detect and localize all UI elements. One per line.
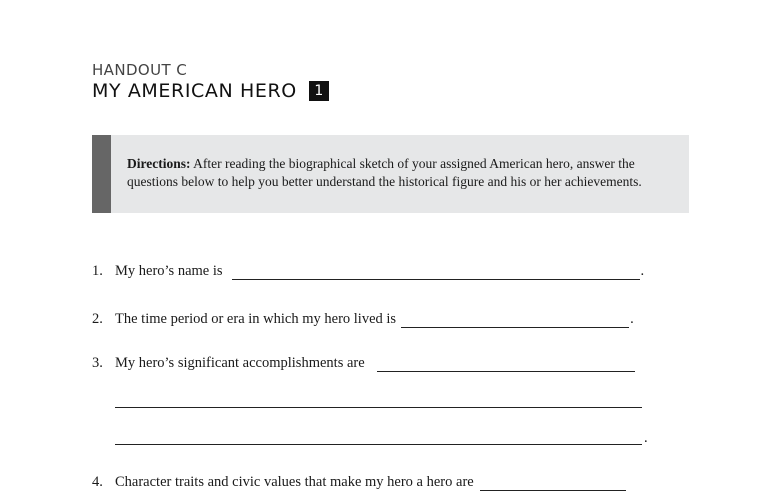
question-1 — [92, 263, 644, 280]
number-badge: 1 — [309, 81, 329, 101]
period: . — [630, 311, 634, 327]
page-title: MY AMERICAN HERO — [92, 80, 297, 102]
title-row — [92, 80, 329, 102]
question-3 — [92, 355, 635, 372]
directions-line-2: questions below to help you better understand the historical figure and his or her achievements. — [127, 174, 642, 189]
answer-line-accomplishments-2[interactable] — [115, 406, 642, 408]
question-text: The time period or era in which my hero lived is — [115, 311, 397, 327]
answer-blank-name[interactable] — [232, 264, 640, 280]
question-2 — [92, 311, 634, 328]
directions-text — [127, 155, 672, 191]
answer-line-accomplishments-3[interactable] — [115, 443, 642, 445]
question-number: 4. — [92, 474, 103, 490]
answer-blank-traits[interactable] — [480, 475, 626, 491]
question-number: 1. — [92, 263, 103, 279]
directions-accent-bar — [92, 135, 111, 213]
directions-lead: Directions: — [127, 156, 191, 171]
answer-blank-accomplishments[interactable] — [377, 356, 635, 372]
question-text: Character traits and civic values that make my hero a hero are — [115, 474, 474, 490]
directions-box — [92, 135, 689, 213]
handout-label: HANDOUT C — [92, 61, 188, 79]
question-4 — [92, 474, 626, 491]
directions-line-1: After reading the biographical sketch of your assigned American hero, answer the — [193, 156, 635, 171]
period: . — [640, 263, 645, 279]
answer-blank-era[interactable] — [401, 312, 629, 328]
question-text: My hero’s significant accomplishments are — [115, 355, 365, 371]
question-number: 3. — [92, 355, 103, 371]
question-number: 2. — [92, 311, 103, 327]
period: . — [644, 430, 648, 446]
question-text: My hero’s name is — [115, 263, 223, 279]
